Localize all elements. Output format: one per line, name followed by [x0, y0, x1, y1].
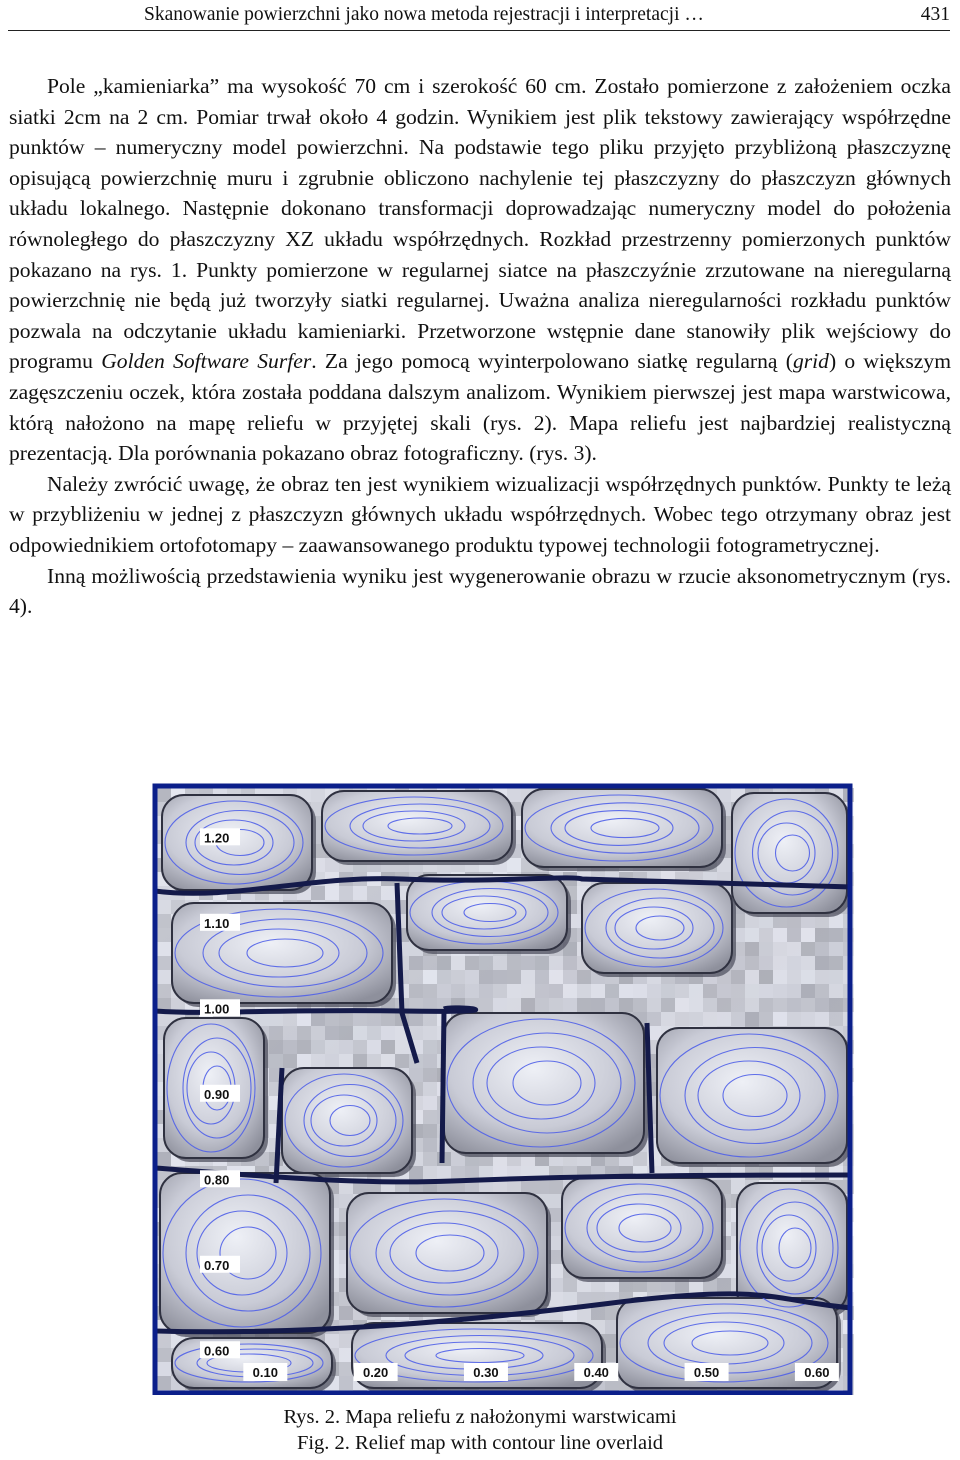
relief-tile: [339, 1012, 353, 1026]
relief-tile: [563, 1278, 577, 1292]
relief-tile: [479, 970, 493, 984]
relief-tile: [423, 1152, 437, 1166]
relief-tile: [815, 956, 829, 970]
relief-tile: [661, 1012, 675, 1026]
relief-tile: [605, 998, 619, 1012]
relief-tile: [591, 998, 605, 1012]
relief-tile: [423, 1026, 437, 1040]
relief-tile: [787, 928, 801, 942]
relief-tile: [353, 886, 367, 900]
relief-tile: [675, 998, 689, 1012]
relief-tile: [451, 970, 465, 984]
y-tick-label: 0.80: [204, 1172, 230, 1188]
relief-tile: [479, 984, 493, 998]
relief-tile: [381, 1054, 395, 1068]
relief-tile: [829, 942, 843, 956]
relief-tile: [507, 998, 521, 1012]
relief-tile: [157, 914, 171, 928]
relief-tile: [745, 942, 759, 956]
relief-map-figure: [152, 783, 854, 1395]
relief-tile: [157, 1334, 171, 1348]
relief-tile: [577, 998, 591, 1012]
x-tick-label: 0.60: [804, 1365, 830, 1380]
grid-term: grid: [792, 349, 829, 374]
relief-tile: [297, 1054, 311, 1068]
relief-tile: [759, 942, 773, 956]
relief-tile: [717, 1278, 731, 1292]
relief-tile: [801, 984, 815, 998]
relief-tile: [339, 886, 353, 900]
software-name: Golden Software Surfer: [101, 349, 312, 374]
relief-tile: [773, 1012, 787, 1026]
relief-tile: [787, 998, 801, 1012]
relief-tile: [283, 1040, 297, 1054]
relief-tile: [521, 970, 535, 984]
relief-tile: [801, 928, 815, 942]
relief-tile: [549, 1194, 563, 1208]
relief-tile: [521, 984, 535, 998]
relief-tile: [759, 956, 773, 970]
relief-tile: [759, 984, 773, 998]
relief-tile: [759, 928, 773, 942]
relief-tile: [465, 956, 479, 970]
relief-tile: [563, 970, 577, 984]
x-tick-label: 0.20: [362, 1365, 389, 1380]
relief-tile: [549, 1264, 563, 1278]
relief-tile: [549, 956, 563, 970]
relief-tile: [773, 956, 787, 970]
relief-tile: [409, 1012, 423, 1026]
relief-tile: [297, 1040, 311, 1054]
relief-tile: [339, 1376, 353, 1390]
relief-tile: [157, 1362, 171, 1376]
relief-tile: [759, 970, 773, 984]
relief-tile: [381, 1026, 395, 1040]
y-tick-label: 0.90: [204, 1086, 230, 1102]
relief-tile: [521, 1180, 535, 1194]
relief-tile: [605, 984, 619, 998]
relief-tile: [409, 956, 423, 970]
relief-tile: [423, 1040, 437, 1054]
relief-tile: [549, 998, 563, 1012]
relief-tile: [423, 1124, 437, 1138]
relief-tile: [689, 1012, 703, 1026]
relief-tile: [339, 1054, 353, 1068]
relief-tile: [311, 1026, 325, 1040]
relief-tile: [283, 1012, 297, 1026]
relief-tile: [829, 998, 843, 1012]
relief-tile: [451, 984, 465, 998]
relief-tile: [451, 1166, 465, 1180]
relief-tile: [801, 1012, 815, 1026]
relief-tile: [787, 1012, 801, 1026]
relief-tile: [507, 858, 521, 872]
relief-tile: [689, 984, 703, 998]
running-title: Skanowanie powierzchni jako nowa metoda rejestracji i interpretacji …: [144, 4, 704, 25]
relief-tile: [297, 1026, 311, 1040]
relief-tile: [353, 1054, 367, 1068]
relief-tile: [465, 970, 479, 984]
relief-tile: [549, 1250, 563, 1264]
relief-tile: [619, 998, 633, 1012]
relief-tile: [717, 998, 731, 1012]
paragraph-2: Należy zwrócić uwagę, że obraz ten jest wynikiem wizualizacji współrzędnych punktów. Punkty te leżą w przybliżeniu w jednej z płaszczyzn głównych układu współrzędnych. Wobec tego otrzymany obraz jest odpowiednikiem ortofotomapy – zaawansowanego produktu typowej technologii fotogrametrycznej.: [9, 471, 951, 557]
relief-tile: [269, 1026, 283, 1040]
relief-tile: [815, 970, 829, 984]
relief-tile: [703, 984, 717, 998]
relief-tile: [549, 1278, 563, 1292]
relief-tile: [675, 984, 689, 998]
x-tick-label: 0.10: [252, 1365, 278, 1380]
relief-tile: [815, 1012, 829, 1026]
x-tick-label: 0.50: [693, 1365, 720, 1380]
relief-tile: [325, 886, 339, 900]
relief-tile: [507, 788, 521, 802]
y-tick-label: 1.00: [204, 1001, 230, 1017]
relief-tile: [815, 984, 829, 998]
relief-tile: [493, 1180, 507, 1194]
relief-tile: [507, 956, 521, 970]
relief-tile: [549, 970, 563, 984]
relief-tile: [339, 1040, 353, 1054]
relief-tile: [731, 970, 745, 984]
relief-tile: [773, 970, 787, 984]
relief-map-svg: [152, 783, 854, 1395]
relief-tile: [353, 1026, 367, 1040]
relief-tile: [423, 984, 437, 998]
relief-tile: [157, 900, 171, 914]
relief-tile: [535, 970, 549, 984]
relief-tile: [311, 788, 325, 802]
relief-tile: [423, 1082, 437, 1096]
relief-tile: [535, 1180, 549, 1194]
relief-tile: [283, 1054, 297, 1068]
relief-tile: [339, 1026, 353, 1040]
relief-tile: [521, 956, 535, 970]
relief-tile: [787, 956, 801, 970]
stone: [522, 789, 722, 867]
relief-tile: [353, 1012, 367, 1026]
relief-tile: [549, 1180, 563, 1194]
relief-tile: [619, 984, 633, 998]
relief-tile: [437, 1166, 451, 1180]
relief-tile: [563, 956, 577, 970]
relief-tile: [339, 1334, 353, 1348]
relief-tile: [703, 998, 717, 1012]
relief-tile: [535, 956, 549, 970]
paragraph-1: [9, 71, 951, 469]
relief-tile: [157, 984, 171, 998]
relief-tile: [409, 970, 423, 984]
relief-tile: [423, 1012, 437, 1026]
y-tick-label: 0.60: [204, 1343, 230, 1359]
relief-tile: [423, 1054, 437, 1068]
relief-tile: [423, 970, 437, 984]
relief-tile: [367, 886, 381, 900]
relief-tile: [507, 970, 521, 984]
relief-tile: [157, 1152, 171, 1166]
relief-tile: [339, 1362, 353, 1376]
relief-tile: [675, 1012, 689, 1026]
paragraph-3: Inną możliwością przedstawienia wyniku jest wygenerowanie obrazu w rzucie aksonometrycznym (rys. 4).: [9, 563, 951, 619]
stone-joint: [442, 1011, 444, 1163]
relief-tile: [493, 970, 507, 984]
relief-tile: [745, 984, 759, 998]
relief-tile: [437, 970, 451, 984]
running-header: [8, 2, 950, 31]
relief-tile: [409, 984, 423, 998]
relief-tile: [829, 956, 843, 970]
relief-tile: [745, 956, 759, 970]
relief-tile: [745, 1012, 759, 1026]
relief-tile: [829, 984, 843, 998]
relief-tile: [423, 1166, 437, 1180]
relief-tile: [591, 984, 605, 998]
relief-tile: [829, 1012, 843, 1026]
relief-tile: [745, 970, 759, 984]
relief-tile: [563, 998, 577, 1012]
relief-tile: [409, 1068, 423, 1082]
relief-tile: [563, 1292, 577, 1306]
relief-tile: [801, 970, 815, 984]
relief-tile: [423, 1138, 437, 1152]
relief-tile: [157, 928, 171, 942]
relief-tile: [311, 1040, 325, 1054]
relief-tile: [493, 998, 507, 1012]
relief-tile: [395, 1040, 409, 1054]
y-tick-label: 1.10: [204, 915, 230, 931]
relief-tile: [269, 1040, 283, 1054]
relief-tile: [731, 998, 745, 1012]
page-number: 431: [920, 4, 950, 25]
relief-tile: [787, 942, 801, 956]
relief-tile: [717, 984, 731, 998]
relief-tile: [367, 1040, 381, 1054]
relief-tile: [311, 1012, 325, 1026]
relief-tile: [787, 970, 801, 984]
relief-tile: [549, 1236, 563, 1250]
figure-caption-en: Fig. 2. Relief map with contour line overlaid: [296, 1432, 664, 1454]
relief-tile: [451, 956, 465, 970]
relief-tile: [381, 1012, 395, 1026]
relief-tile: [157, 1348, 171, 1362]
relief-tile: [773, 998, 787, 1012]
relief-tile: [773, 984, 787, 998]
relief-tile: [465, 984, 479, 998]
relief-tile: [549, 1222, 563, 1236]
relief-tile: [745, 928, 759, 942]
relief-tile: [493, 956, 507, 970]
relief-tile: [157, 970, 171, 984]
relief-tile: [157, 1376, 171, 1390]
relief-tile: [577, 984, 591, 998]
relief-tile: [647, 998, 661, 1012]
relief-tile: [339, 1348, 353, 1362]
relief-tile: [549, 984, 563, 998]
relief-tile: [367, 1054, 381, 1068]
y-tick-label: 1.20: [204, 830, 230, 846]
relief-tile: [815, 942, 829, 956]
relief-tile: [423, 1110, 437, 1124]
relief-tile: [759, 998, 773, 1012]
relief-tile: [745, 998, 759, 1012]
relief-tile: [773, 942, 787, 956]
relief-tile: [577, 970, 591, 984]
relief-tile: [311, 886, 325, 900]
relief-tile: [437, 984, 451, 998]
relief-tile: [395, 1054, 409, 1068]
relief-tile: [423, 1068, 437, 1082]
relief-tile: [493, 984, 507, 998]
relief-tile: [157, 942, 171, 956]
relief-tile: [829, 970, 843, 984]
relief-tile: [549, 1292, 563, 1306]
relief-tile: [507, 984, 521, 998]
relief-tile: [661, 984, 675, 998]
relief-tile: [507, 1180, 521, 1194]
p1-part-a: Pole „kamieniarka” ma wysokość 70 cm i szerokość 60 cm. Zostało pomierzone z założeniem oczka siatki 2cm na 2 cm. Pomiar trwał około 4 godzin. Wynikiem jest plik tekstowy zawierający współrzędne punktów – numeryczny model powierzchni. Na podstawie tego pliku przyjęto przybliżoną płaszczyznę opisującą powierzchnię muru i zgrubnie obliczono nachylenie tej płaszczyzny do płaszczyzn głównych układu lokalnego. Następnie dokonano transformacji doprowadzając numeryczny model do położenia równoległego do płaszczyzny XZ układu współrzędnych. Rozkład przestrzenny pomierzonych punktów pokazano na rys. 1. Punkty pomierzone w regularnej siatce na płaszczyźnie zrzutowane na nieregularną powierzchnię nie będą już tworzyły siatki regularnej. Uważna analiza nieregularności rozkładu punktów pozwala na odczytanie układu kamieniarki. Przetworzone wstępnie dane stanowiły plik wejściowy do programu: [9, 74, 951, 374]
relief-tile: [633, 984, 647, 998]
stone: [562, 1178, 722, 1278]
relief-tile: [297, 1012, 311, 1026]
relief-tile: [563, 984, 577, 998]
relief-tile: [521, 998, 535, 1012]
relief-tile: [381, 1040, 395, 1054]
relief-tile: [815, 998, 829, 1012]
relief-tile: [269, 1012, 283, 1026]
relief-tile: [325, 1040, 339, 1054]
relief-tile: [549, 1208, 563, 1222]
relief-tile: [423, 1096, 437, 1110]
relief-tile: [423, 956, 437, 970]
relief-tile: [731, 1012, 745, 1026]
p1-part-b: . Za jego pomocą wyinterpolowano siatkę regularną (: [311, 349, 793, 374]
relief-tile: [703, 1012, 717, 1026]
relief-tile: [339, 1306, 353, 1320]
body-text: [9, 71, 951, 622]
y-tick-label: 0.70: [204, 1257, 230, 1273]
relief-tile: [801, 956, 815, 970]
relief-tile: [591, 1306, 605, 1320]
relief-tile: [689, 998, 703, 1012]
relief-tile: [381, 886, 395, 900]
relief-tile: [731, 984, 745, 998]
x-tick-label: 0.40: [583, 1365, 609, 1380]
relief-tile: [633, 998, 647, 1012]
relief-tile: [717, 1012, 731, 1026]
relief-tile: [829, 928, 843, 942]
relief-tile: [157, 956, 171, 970]
relief-tile: [325, 1012, 339, 1026]
relief-tile: [801, 998, 815, 1012]
relief-tile: [759, 1012, 773, 1026]
relief-tile: [647, 984, 661, 998]
p1-part-c: ) o większym zagęszczeniu oczek, która została poddana dalszym analizom. Wynikiem pierwszej jest mapa warstwicowa, którą nałożono na mapę reliefu w przyjętej skali (rys. 2). Mapa reliefu jest najbardziej realistyczną prezentacją. Dla porównania pokazano obraz fotograficzny. (rys. 3).: [9, 349, 951, 466]
x-tick-label: 0.30: [473, 1365, 499, 1380]
relief-tile: [787, 984, 801, 998]
relief-tile: [283, 1026, 297, 1040]
relief-tile: [437, 956, 451, 970]
stone: [282, 1068, 412, 1173]
relief-tile: [325, 1026, 339, 1040]
relief-tile: [815, 928, 829, 942]
figure-caption-pl: Rys. 2. Mapa reliefu z nałożonymi warstwicami: [283, 1406, 677, 1428]
relief-tile: [353, 1040, 367, 1054]
relief-tile: [535, 998, 549, 1012]
relief-tile: [661, 998, 675, 1012]
stone: [582, 883, 732, 973]
relief-tile: [367, 1012, 381, 1026]
relief-tile: [325, 1054, 339, 1068]
relief-tile: [367, 1026, 381, 1040]
relief-tile: [479, 956, 493, 970]
stone: [407, 875, 567, 950]
relief-tile: [269, 1054, 283, 1068]
relief-tile: [311, 1054, 325, 1068]
relief-tile: [773, 928, 787, 942]
relief-tile: [479, 998, 493, 1012]
stone: [444, 1013, 644, 1153]
relief-tile: [801, 942, 815, 956]
relief-tile: [535, 984, 549, 998]
